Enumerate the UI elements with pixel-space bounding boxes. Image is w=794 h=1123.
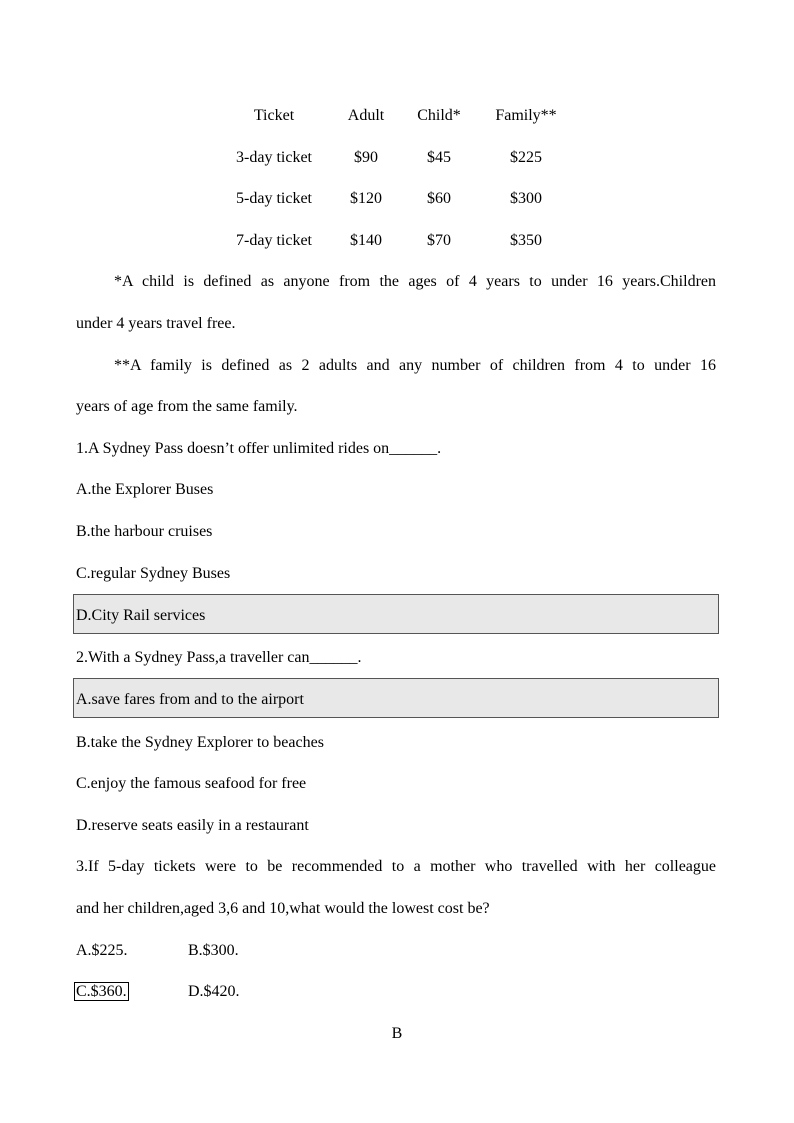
question-3-option-d[interactable]: D.$420.	[188, 983, 240, 1000]
child-note-line1: *A child is defined as anyone from the ages of 4 years to under 16 years.Children	[114, 273, 716, 290]
question-1-option-b[interactable]: B.the harbour cruises	[76, 523, 213, 540]
question-1-stem: 1.A Sydney Pass doesn’t offer unlimited rides on______.	[76, 440, 442, 457]
section-label: B	[391, 1025, 403, 1042]
table-cell: $45	[427, 149, 451, 166]
table-cell: $90	[354, 149, 378, 166]
table-header-ticket: Ticket	[253, 107, 295, 124]
question-2-option-c[interactable]: C.enjoy the famous seafood for free	[76, 775, 307, 792]
question-1-option-a[interactable]: A.the Explorer Buses	[76, 481, 214, 498]
table-cell: $70	[427, 232, 451, 249]
question-2-stem: 2.With a Sydney Pass,a traveller can______.	[76, 649, 362, 666]
question-2-option-a[interactable]: A.save fares from and to the airport	[76, 691, 304, 708]
family-note-line1: **A family is defined as 2 adults and any number of children from 4 to under 16	[114, 357, 716, 374]
table-cell: $225	[510, 149, 542, 166]
question-2-option-d[interactable]: D.reserve seats easily in a restaurant	[76, 817, 309, 834]
question-3-option-c[interactable]	[76, 982, 129, 1002]
table-header-family: Family**	[495, 107, 557, 124]
question-3-option-b[interactable]: B.$300.	[188, 942, 239, 959]
question-3-stem-line1: 3.If 5-day tickets were to be recommended to a mother who travelled with her colleague	[76, 858, 716, 875]
table-header-adult: Adult	[347, 107, 385, 124]
table-cell: 3-day ticket	[236, 149, 312, 166]
table-cell: $300	[510, 190, 542, 207]
child-note-line2: under 4 years travel free.	[76, 315, 236, 332]
table-cell: $60	[427, 190, 451, 207]
table-cell: 5-day ticket	[236, 190, 312, 207]
question-1-option-c[interactable]: C.regular Sydney Buses	[76, 565, 231, 582]
table-cell: 7-day ticket	[236, 232, 312, 249]
question-3-stem-line2: and her children,aged 3,6 and 10,what would the lowest cost be?	[76, 900, 490, 917]
table-cell: $140	[350, 232, 382, 249]
answer-box: C.$360.	[76, 983, 127, 1000]
table-header-child: Child*	[417, 107, 461, 124]
table-cell: $350	[510, 232, 542, 249]
question-1-option-d[interactable]: D.City Rail services	[76, 607, 206, 624]
question-3-option-a[interactable]: A.$225.	[76, 942, 128, 959]
table-cell: $120	[350, 190, 382, 207]
family-note-line2: years of age from the same family.	[76, 398, 298, 415]
question-2-option-b[interactable]: B.take the Sydney Explorer to beaches	[76, 734, 324, 751]
